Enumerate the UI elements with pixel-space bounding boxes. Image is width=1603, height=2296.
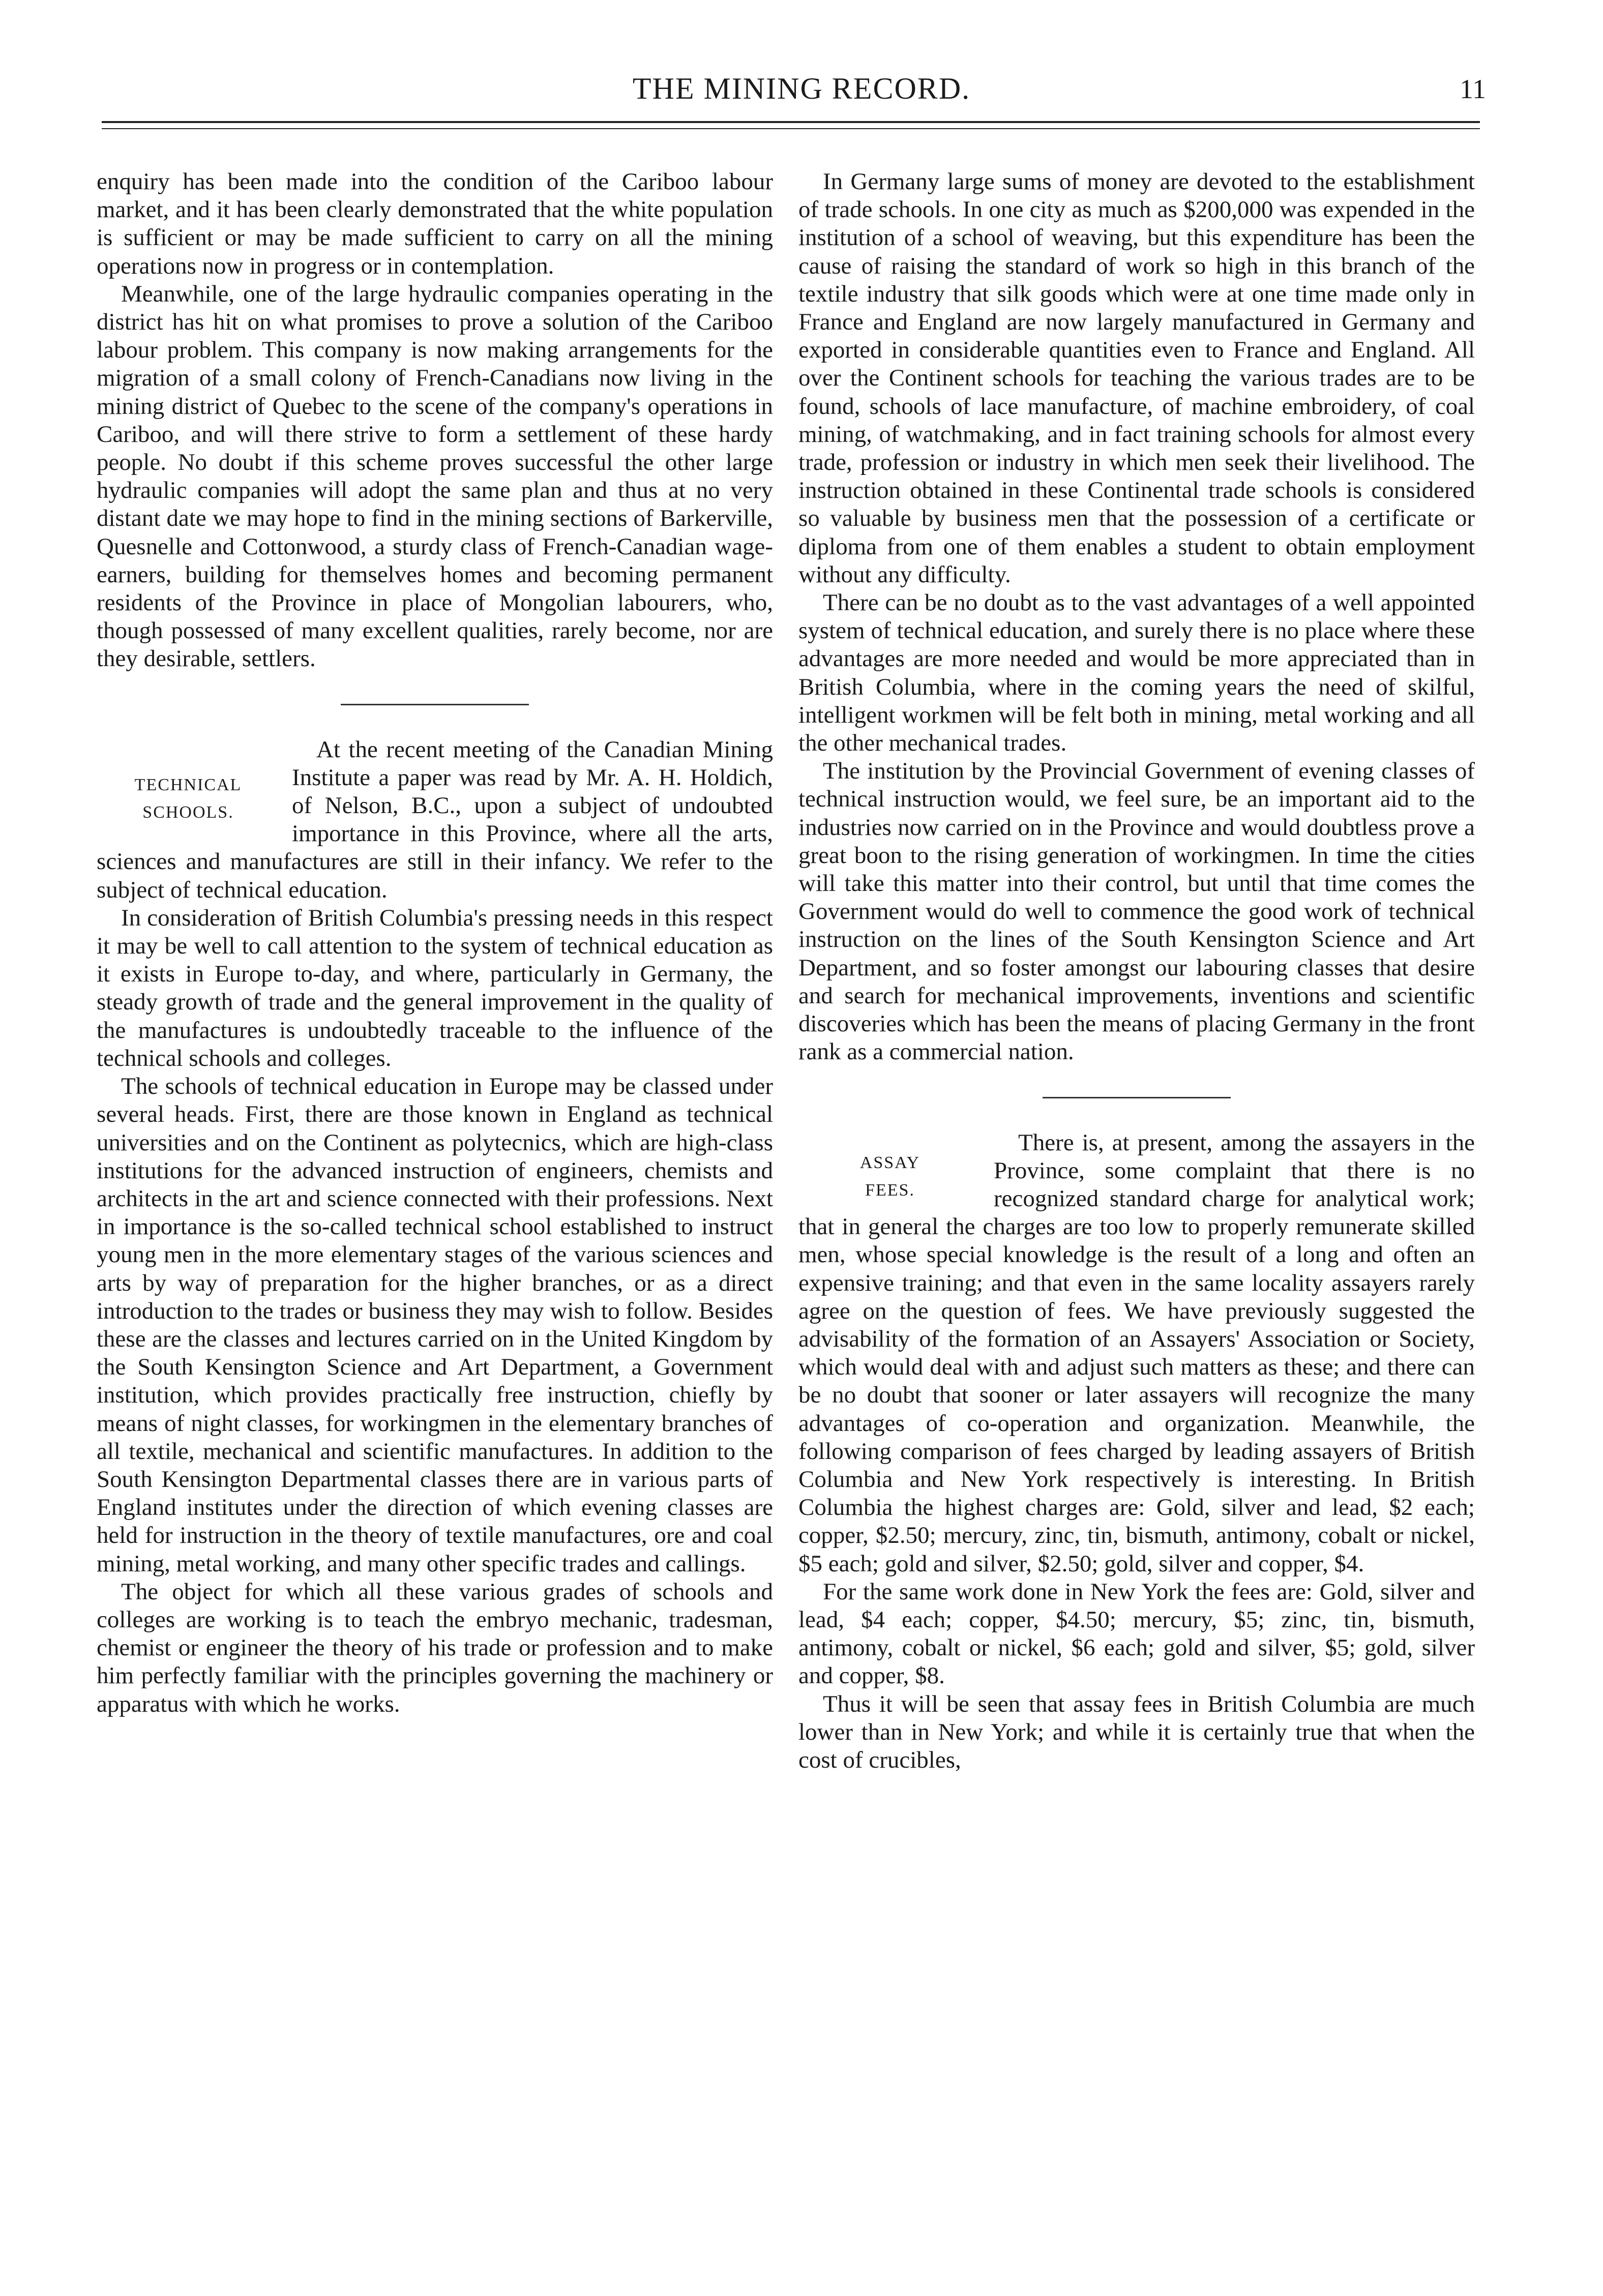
sidehead-line: TECHNICAL <box>134 775 242 794</box>
sidehead-line: SCHOOLS. <box>142 803 234 822</box>
right-column <box>798 168 1475 1774</box>
paragraph-hydraulic-companies: Meanwhile, one of the large hydraulic companies operating in the district has hit on what promises to prove a solution of the Cariboo labour problem. This company is now making arrangements for the migration of a small colony of French-Canadians now living in the mining district of Quebec to the scene of the company's operations in Cariboo, and will there strive to form a settlement of these hardy people. No doubt if this scheme proves successful the other large hydraulic companies will adopt the same plan and thus at no very distant date we may hope to find in the mining sections of Barkerville, Quesnelle and Cottonwood, a sturdy class of French-Canadian wage-earners, building for themselves homes and becoming permanent residents of the Province in place of Mongolian labourers, who, though possessed of many excellent qualities, rarely become, nor are they desirable, settlers. <box>97 280 773 672</box>
page-header <box>0 66 1603 117</box>
page-number: 11 <box>1460 74 1486 104</box>
paragraph-fees-comparison: Thus it will be seen that assay fees in British Columbia are much lower than in New York; and while it is certainly true that when the cost of crucibles, <box>798 1690 1475 1773</box>
paragraph-object-of-schools: The object for which all these various grades of schools and colleges are working is to teach the embryo mechanic, tradesman, chemist or engineer the theory of his trade or profession and to make him perfectly familiar with the principles governing the machinery or apparatus with which he works. <box>97 1578 773 1717</box>
section-divider <box>1043 1097 1231 1098</box>
paragraph-provincial-government: The institution by the Provincial Government of evening classes of technical instruction would, we feel sure, be an important aid to the industries now carried on in the Province and would doubtless prove a great boon to the rising generation of workingmen. In time the cities will take this matter into their control, but until that time comes the Government would do well to commence the good work of technical instruction on the lines of the South Kensington Science and Art Department, and so foster amongst our labouring classes that desire and search for mechanical improvements, inventions and scientific discoveries which has been the means of placing Germany in the front rank as a commercial nation. <box>798 758 1475 1065</box>
sidehead-line: ASSAY <box>859 1153 921 1172</box>
paragraph-pressing-needs: In consideration of British Columbia's pressing needs in this respect it may be well to call attention to the system of technical education as it exists in Europe to-day, and where, particularly in Germany, the steady growth of trade and the general improvement in the quality of the manufactures is undoubtedly traceable to the influence of the technical schools and colleges. <box>97 904 773 1071</box>
sidehead-line: FEES. <box>865 1180 915 1200</box>
paragraph-new-york-fees: For the same work done in New York the fees are: Gold, silver and lead, $4 each; copper, $4.50; mercury, $5; zinc, tin, bismuth, antimony, cobalt or nickel, $6 each; gold and silver, $5; gold, silver and copper, $8. <box>798 1578 1475 1689</box>
paragraph-cariboo-enquiry: enquiry has been made into the condition of the Cariboo labour market, and it has been clearly demonstrated that the white population is sufficient or may be made sufficient to carry on all the mining operations now in progress or in contemplation. <box>97 168 773 279</box>
header-rule <box>102 121 1480 123</box>
paragraph-mining-institute: At the recent meeting of the Canadian Mining Institute a paper was read by Mr. A. H. Holdich, of Nelson, B.C., upon a subject of undoubted importance in this Province, where all the arts, sciences and manufactures are still in their infancy. We refer to the subject of technical education. <box>97 736 773 903</box>
paragraph-vast-advantages: There can be no doubt as to the vast advantages of a well appointed system of technical education, and surely there is no place where these advantages are more needed and would be more appreciated than in British Columbia, where in the coming years the need of skilful, intelligent workmen will be felt both in mining, metal working and all the other mechanical trades. <box>798 589 1475 757</box>
header-rule-thin <box>102 128 1480 129</box>
paragraph-schools-classed: The schools of technical education in Europe may be classed under several heads. First, there are those known in England as technical universities and on the Continent as polytecnics, which are high-class institutions for the advanced instruction of engineers, chemists and architects in the art and science connected with their professions. Next in importance is the so-called technical school established to instruct young men in the more elementary stages of the various sciences and arts by way of preparation for the higher branches, or as a direct introduction to the trades or business they may wish to follow. Besides these are the classes and lectures carried on in the United Kingdom by the South Kensington Science and Art Department, a Government institution, which provides practically free instruction, chiefly by means of night classes, for workingmen in the elementary branches of all textile, mechanical and scientific manufactures. In addition to the South Kensington Departmental classes there are in various parts of England institutes under the direction of which evening classes are held for instruction in the theory of textile manufactures, ore and coal mining, metal working, and many other specific trades and callings. <box>97 1073 773 1577</box>
paragraph-assayers-complaint: There is, at present, among the assayers in the Province, some complaint that there is no recognized standard charge for analytical work; that in general the charges are too low to properly remunerate skilled men, whose special knowledge is the result of a long and often an expensive training; and that even in the same locality assayers rarely agree on the question of fees. We have previously suggested the advisability of the formation of an Assayers' Association or Society, which would deal with and adjust such matters as these; and there can be no doubt that sooner or later assayers will recognize the many advantages of co-operation and organization. Meanwhile, the following comparison of fees charged by leading assayers of British Columbia and New York respectively is interesting. In British Columbia the highest charges are: Gold, silver and lead, $2 each; copper, $2.50; mercury, zinc, tin, bismuth, antimony, cobalt or nickel, $5 each; gold and silver, $2.50; gold, silver and copper, $4. <box>798 1129 1475 1577</box>
sidehead-technical-schools <box>97 736 280 827</box>
journal-title: THE MINING RECORD. <box>632 72 971 105</box>
paragraph-germany-trade-schools: In Germany large sums of money are devoted to the establishment of trade schools. In one city as much as $200,000 was expended in the institution of a school of weaving, but this expenditure has been the cause of raising the standard of work so high in this branch of the textile industry that silk goods which were at one time made only in France and England are now largely manufactured in Germany and exported in considerable quantities even to France and England. All over the Continent schools for teaching the various trades are to be found, schools of lace manufacture, of machine embroidery, of coal mining, of watchmaking, and in fact training schools for almost every trade, profession or industry in which men seek their livelihood. The instruction obtained in these Continental trade schools is considered so valuable by business men that the possession of a certificate or diploma from one of them enables a student to obtain employment without any difficulty. <box>798 168 1475 588</box>
left-column <box>97 168 773 1718</box>
section-divider <box>341 704 529 705</box>
sidehead-assay-fees <box>798 1129 982 1205</box>
